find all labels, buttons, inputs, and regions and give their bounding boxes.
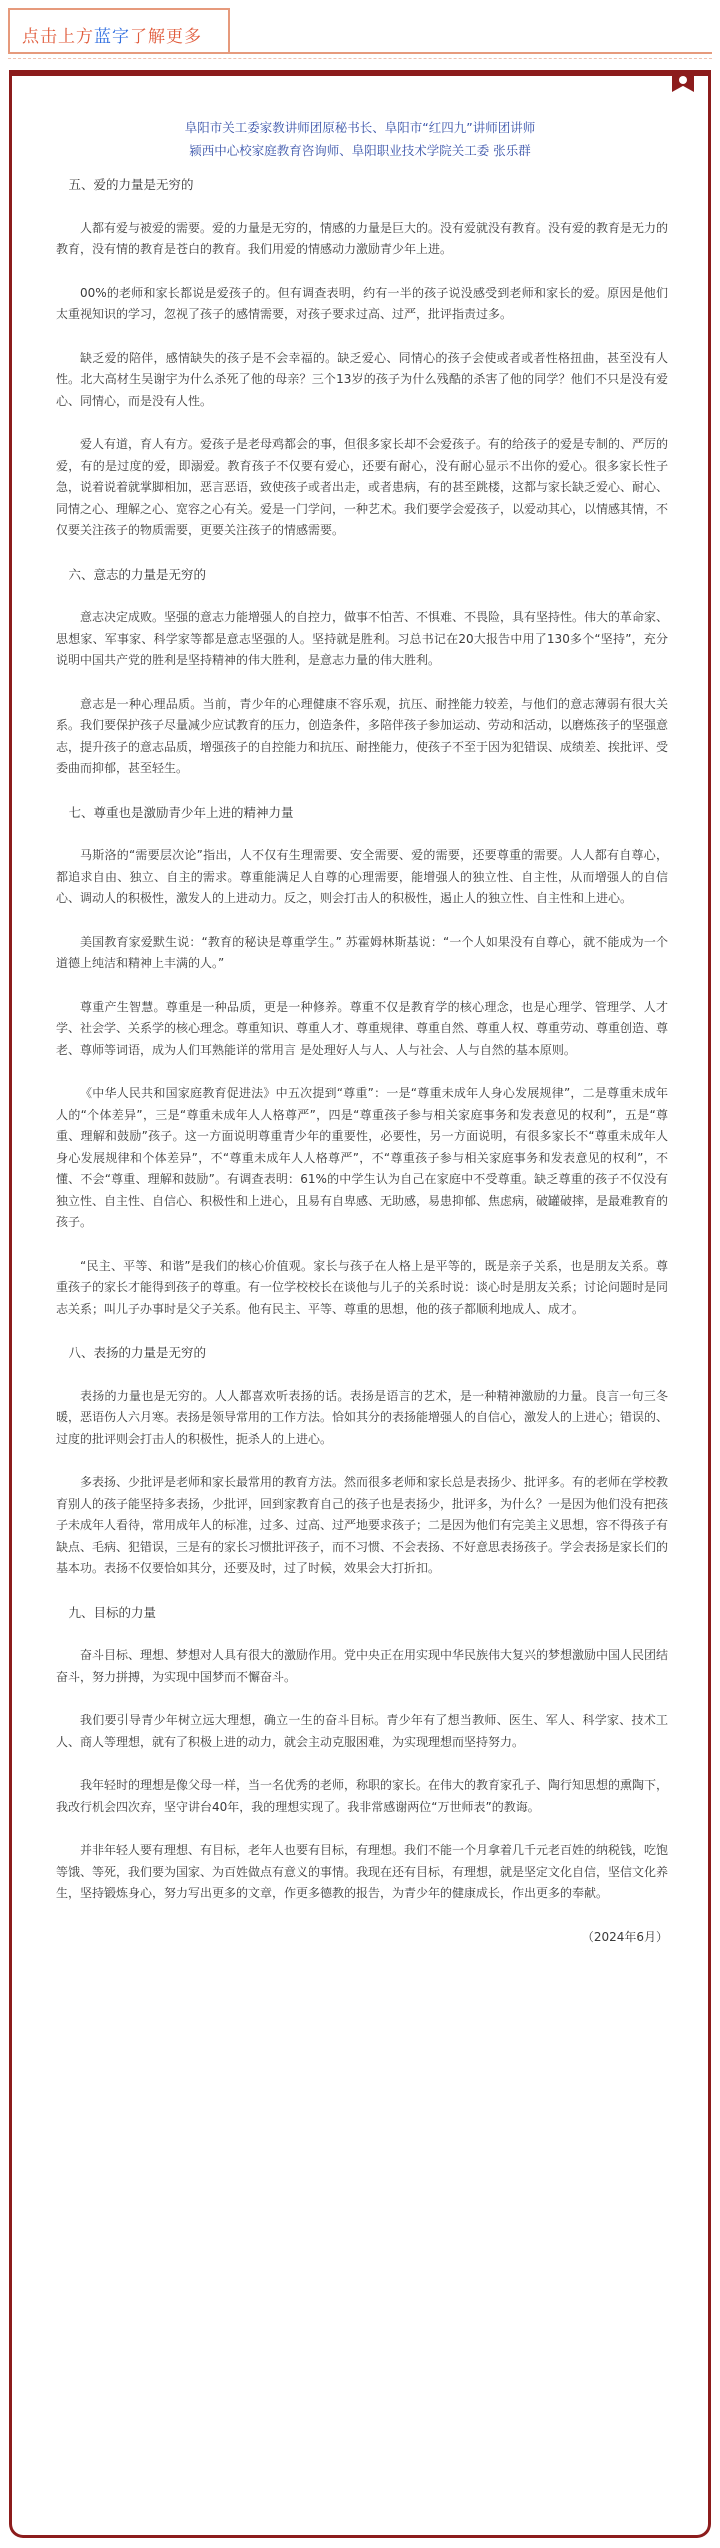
paragraph: “民主、平等、和谐”是我们的核心价值观。家长与孩子在人格上是平等的，既是亲子关系，也是朋友关系。尊重孩子的家长才能得到孩子的尊重。有一位学校校长在谈他与儿子的关系时说：谈心时是朋友关系；讨论问题时是同志关系；叫儿子办事时是父子关系。他有民主、平等、尊重的思想，他的孩子都顺利地成人、成才。 (56, 1258, 669, 1316)
section-heading: 五、爱的力量是无穷的 (68, 177, 194, 192)
article-body (56, 174, 668, 1948)
section-heading: 七、尊重也是激励青少年上进的精神力量 (68, 804, 294, 820)
banner-underline (230, 52, 712, 54)
paragraph: 《中华人民共和国家庭教育促进法》中五次提到“尊重”：一是“尊重未成年人身心发展规律”，二是尊重未成年人的“个体差异”，三是“尊重未成年人人格尊严”，四是“尊重孩子参与相关家庭事务和发表意见的权利”，五是“尊重、理解和鼓励”孩子。这一方面说明尊重青少年的重要性，必要性，另一方面说明，有很多家长不“尊重未成年人身心发展规律和个体差异”，不“尊重未成年人人格尊严”，不“尊重孩子参与相关家庭事务和发表意见的权利”，不懂、不会“尊重、理解和鼓励”。有调查表明：61%的中学生认为自己在家庭中不受尊重。缺乏尊重的孩子不仅没有独立性、自主性、自信心、积极性和上进心，且易有自卑感、无助感，易患抑郁、焦虑病，破罐破摔，是最难教育的孩子。 (56, 1086, 669, 1229)
follow-banner[interactable] (8, 8, 712, 62)
paragraph: 多表扬、少批评是老师和家长最常用的教育方法。然而很多老师和家长总是表扬少、批评多。有的老师在学校教育别人的孩子能坚持多表扬，少批评，回到家教育自己的孩子也是表扬少，批评多，为什么？一是因为他们没有把孩子未成年人看待，常用成年人的标准，过多、过高、过严地要求孩子；二是因为他们有完美主义思想，容不得孩子有缺点、毛病、犯错误，三是有的家长习惯批评孩子，而不习惯、不会表扬、不好意思表扬孩子。学会表扬是家长们的基本功。表扬不仅要恰如其分，还要及时，过了时候，效果会大打折扣。 (56, 1475, 669, 1575)
author-info (12, 116, 708, 162)
paragraph: 马斯洛的“需要层次论”指出，人不仅有生理需要、安全需要、爱的需要，还要尊重的需要。人人都有自尊心，都追求自由、独立、自主的需求。尊重能满足人自尊的心理需要，能增强人的独立性、自主性，从而增强人的自信心、调动人的积极性，激发人的上进动力。反之，则会打击人的积极性，遏止人的独立性、自主性和上进心。 (56, 848, 668, 905)
paragraph: 尊重产生智慧。尊重是一种品质，更是一种修养。尊重不仅是教育学的核心理念，也是心理学、管理学、人才学、社会学、关系学的核心理念。尊重知识、尊重人才、尊重规律、尊重自然、尊重人权、尊重劳动、尊重创造、尊老、尊师等词语，成为人们耳熟能详的常用言 是处理好人与人、人与社会、人与自然的基本原则。 (56, 999, 669, 1057)
section-heading: 八、表扬的力量是无穷的 (68, 1345, 207, 1360)
article-card (9, 70, 711, 2538)
follow-highlight: 蓝字 (94, 27, 130, 47)
paragraph: 爱人有道，育人有方。爱孩子是老母鸡都会的事，但很多家长却不会爱孩子。有的给孩子的爱是专制的、严厉的爱，有的是过度的爱，即溺爱。教育孩子不仅要有爱心，还要有耐心，没有耐心显示不出你的爱心。很多家长性子急，说着说着就掌脚相加，恶言恶语，致使孩子或者出走，或者患病，有的甚至跳楼，这都与家长缺乏爱心、耐心、同情之心、理解之心、宽容之心有关。爱是一门学问，一种艺术。我们要学会爱孩子，以爱动其心，以情感其情，不仅要关注孩子的物质需要，更要关注孩子的情感需要。 (56, 437, 669, 537)
paragraph: 奋斗目标、理想、梦想对人具有很大的激励作用。党中央正在用实现中华民族伟大复兴的梦想激励中国人民团结奋斗，努力拼搏，为实现中国梦而不懈奋斗。 (56, 1648, 669, 1684)
follow-suffix: 了解更多 (130, 27, 202, 47)
paragraph: 缺乏爱的陪伴，感情缺失的孩子是不会幸福的。缺乏爱心、同情心的孩子会使或者或者性格扭曲，甚至没有人性。北大高材生吴谢宇为什么杀死了他的母亲？三个13岁的孩子为什么残酷的杀害了他的同学？他们不只是没有爱心、同情心，而是没有人性。 (56, 350, 668, 408)
follow-banner-box[interactable] (8, 8, 230, 54)
article-date: （2024年6月） (581, 1929, 668, 1944)
paragraph: 美国教育家爱默生说：“教育的秘诀是尊重学生。” 苏霍姆林斯基说：“一个人如果没有自尊心，就不能成为一个道德上纯洁和精神上丰满的人。” (56, 934, 668, 970)
paragraph: 意志是一种心理品质。当前，青少年的心理健康不容乐观，抗压、耐挫能力较差，与他们的意志薄弱有很大关系。我们要保护孩子尽量减少应试教育的压力，创造条件，多陪伴孩子参加运动、劳动和活动，以磨炼孩子的坚强意志，提升孩子的意志品质，增强孩子的自控能力和抗压、耐挫能力，使孩子不至于因为犯错误、成绩差、挨批评、受委曲而抑郁，甚至轻生。 (56, 696, 669, 775)
paragraph: 表扬的力量也是无穷的。人人都喜欢听表扬的话。表扬是语言的艺术，是一种精神激励的力量。良言一句三冬暖，恶语伤人六月寒。表扬是领导常用的工作方法。恰如其分的表扬能增强人的自信心，激发人的上进心；错误的、过度的批评则会打击人的积极性，扼杀人的上进心。 (56, 1388, 669, 1446)
paragraph: 并非年轻人要有理想、有目标，老年人也要有目标，有理想。我们不能一个月拿着几千元老百姓的纳税钱，吃饱等饿、等死，我们要为国家、为百姓做点有意义的事情。我现在还有目标，有理想，就是坚定文化自信，坚信文化养生，坚持锻炼身心，努力写出更多的文章，作更多德教的报告，为青少年的健康成长，作出更多的奉献。 (56, 1843, 669, 1900)
paragraph: 意志决定成败。坚强的意志力能增强人的自控力，做事不怕苦、不惧难、不畏险，具有坚持性。伟大的革命家、思想家、军事家、科学家等都是意志坚强的人。坚持就是胜利。习总书记在20大报告中用了130多个“坚持”，充分说明中国共产党的胜利是坚持精神的伟大胜利，是意志力量的伟大胜利。 (56, 610, 669, 667)
bookmark-dot (679, 76, 687, 84)
card-top-bar (12, 70, 708, 76)
paragraph: 我们要引导青少年树立远大理想，确立一生的奋斗目标。青少年有了想当教师、医生、军人、科学家、技术工人、商人等理想，就有了积极上进的动力，就会主动克服困难，为实现理想而坚持努力。 (56, 1713, 668, 1749)
section-heading: 六、意志的力量是无穷的 (68, 566, 207, 582)
follow-prompt[interactable] (22, 22, 202, 47)
section-heading: 九、目标的力量 (68, 1604, 157, 1620)
paragraph: 00%的老师和家长都说是爱孩子的。但有调查表明，约有一半的孩子说没感受到老师和家长的爱。原因是他们太重视知识的学习，忽视了孩子的感情需要，对孩子要求过高、过严，批评指责过多。 (56, 285, 668, 321)
follow-prefix: 点击上方 (22, 27, 94, 47)
banner-divider (8, 58, 712, 59)
paragraph: 我年轻时的理想是像父母一样，当一名优秀的老师，称职的家长。在伟大的教育家孔子、陶行知思想的熏陶下，我改行机会四次弃，坚守讲台40年，我的理想实现了。我非常感谢两位“万世师表”的教诲。 (56, 1778, 669, 1814)
author-line: 颍西中心校家庭教育咨询师、阜阳职业技术学院关工委 张乐群 (189, 143, 531, 158)
paragraph: 人都有爱与被爱的需要。爱的力量是无穷的，情感的力量是巨大的。没有爱就没有教育。没有爱的教育是无力的教育，没有情的教育是苍白的教育。我们用爱的情感动力激励青少年上进。 (56, 220, 669, 256)
author-line: 阜阳市关工委家教讲师团原秘书长、阜阳市“红四九”讲师团讲师 (184, 120, 536, 135)
